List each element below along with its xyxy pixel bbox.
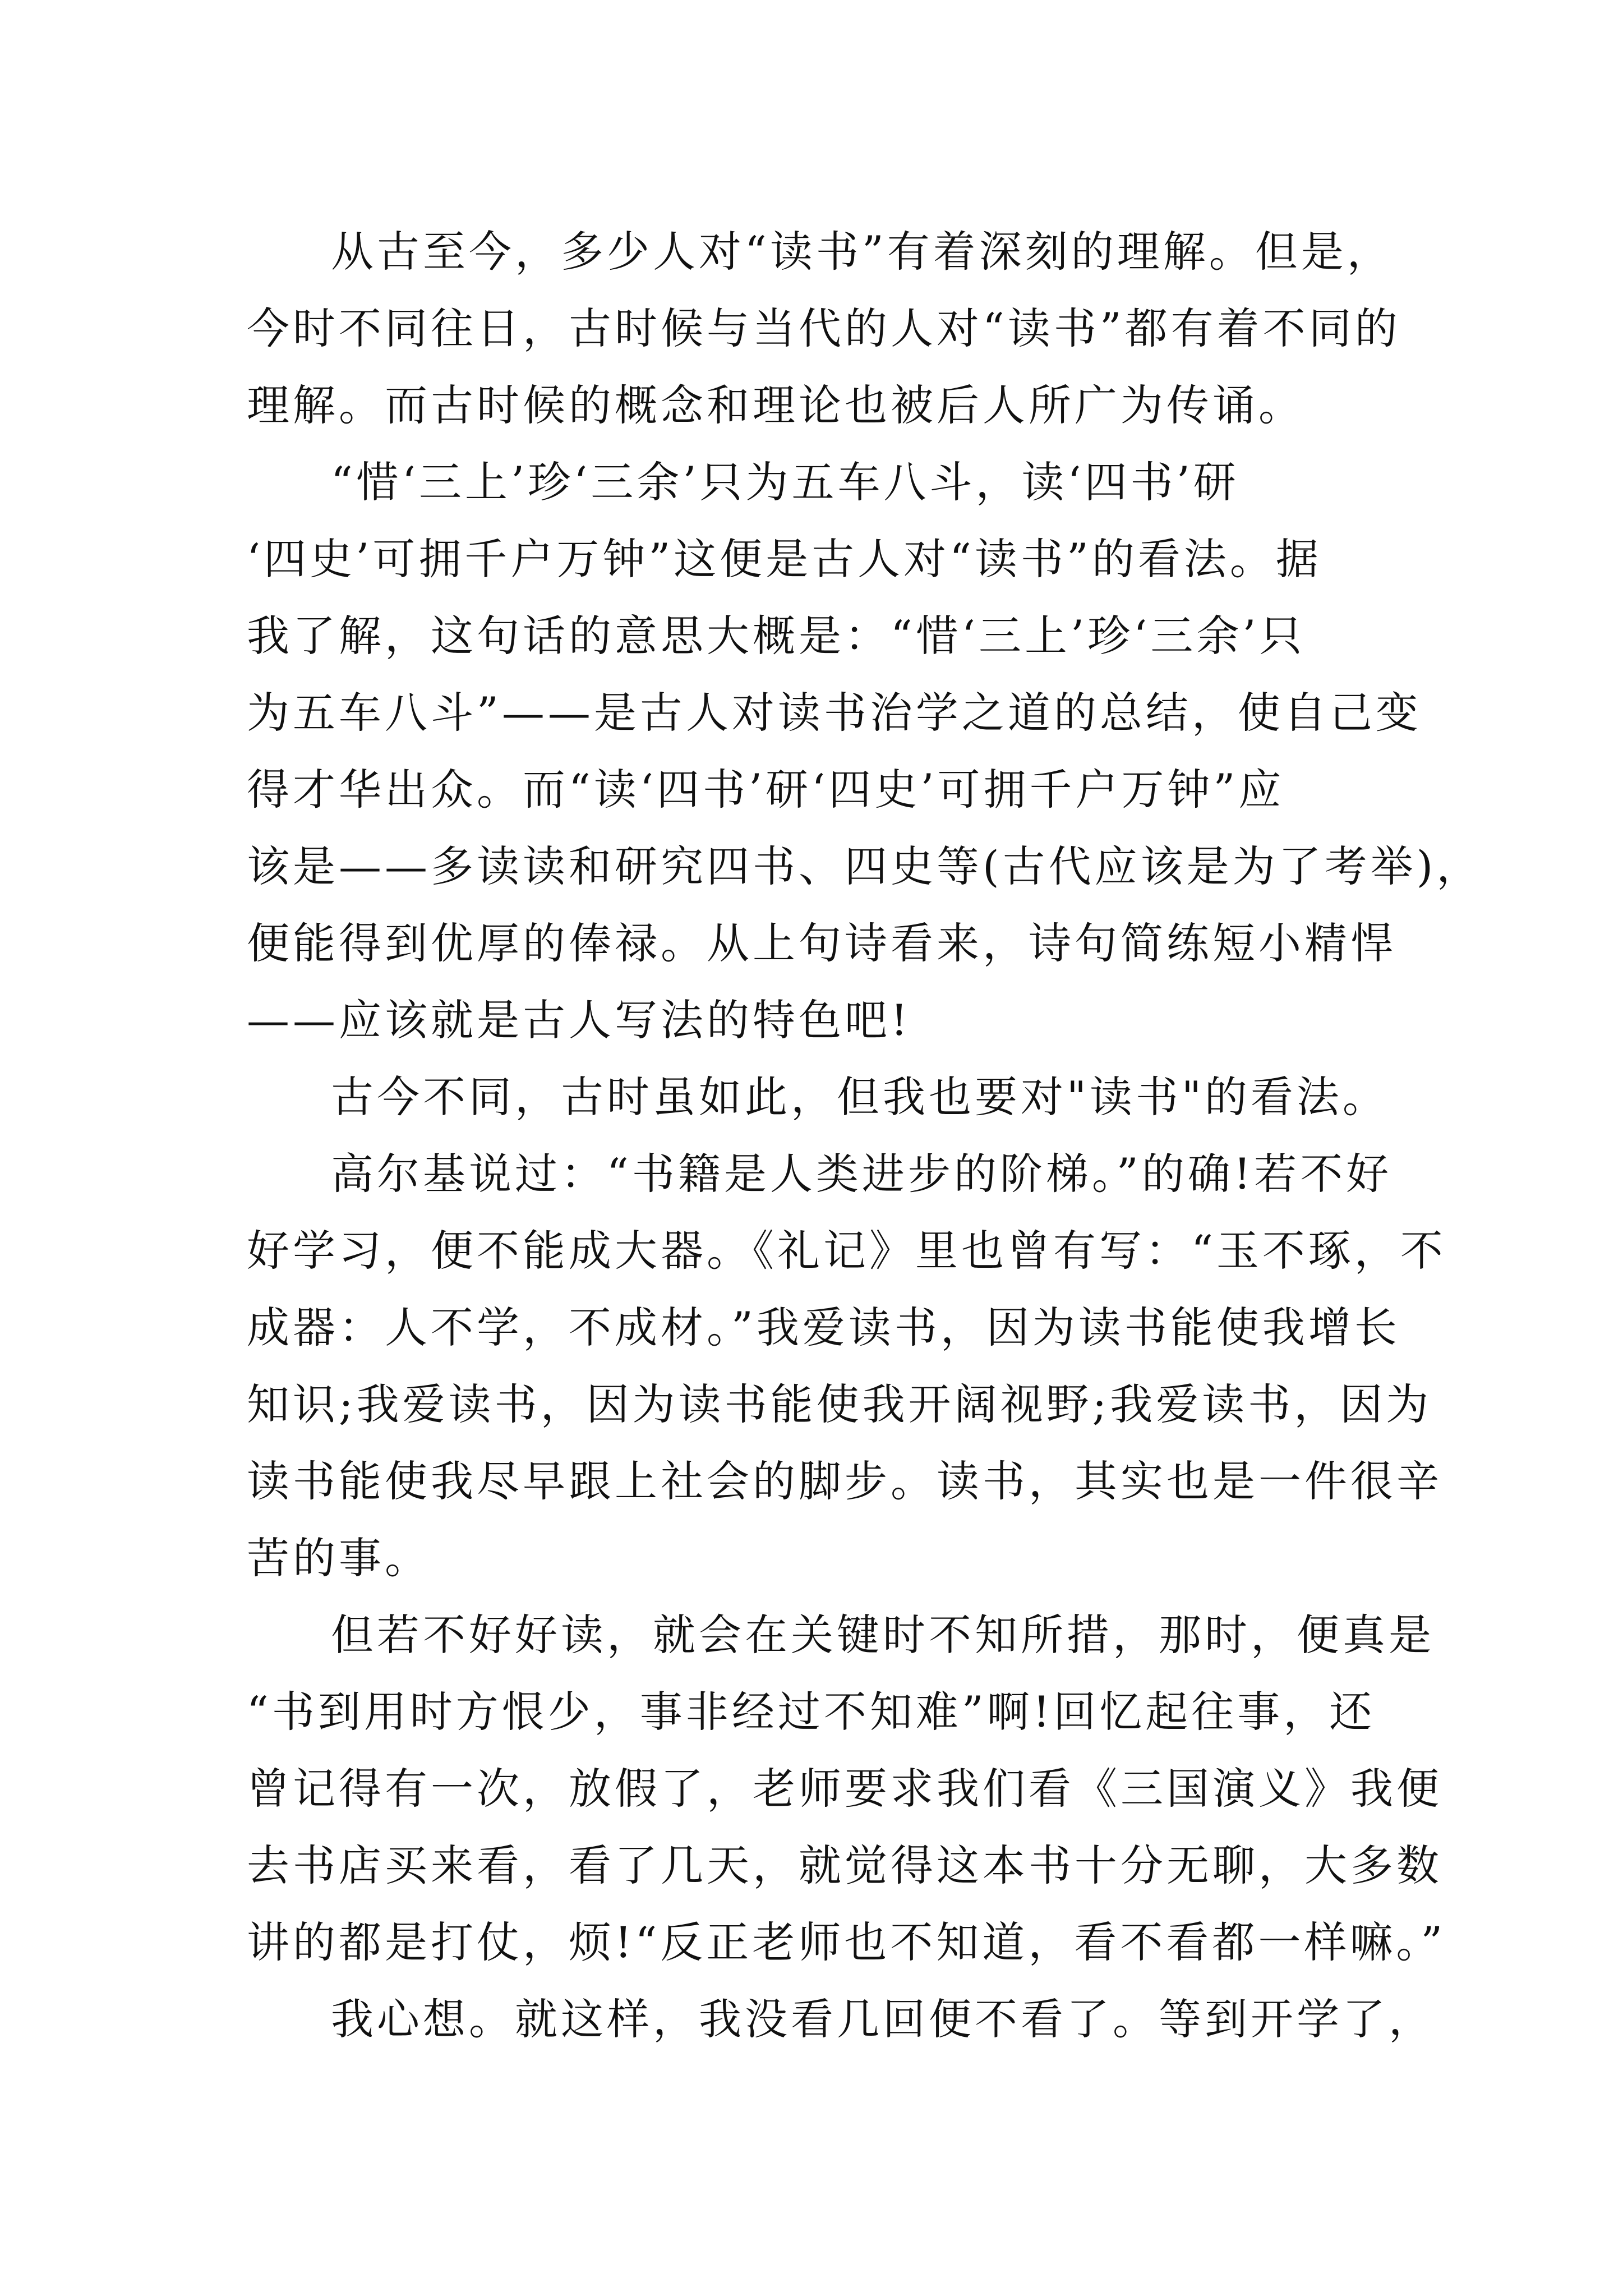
text-line: “惜‘三上’珍‘三余’只为五车八斗，读‘四书’研 <box>331 457 1239 507</box>
text-line: 我心想。就这样，我没看几回便不看了。等到开学了， <box>331 1994 1435 2044</box>
text-line: 但若不好好读，就会在关键时不知所措，那时，便真是 <box>331 1610 1435 1660</box>
text-line: 得才华出众。而“读‘四书’研‘四史’可拥千户万钟”应 <box>247 765 1285 815</box>
text-line: 理解。而古时候的概念和理论也被后人所广为传诵。 <box>247 380 1304 430</box>
body-text <box>247 213 1483 2058</box>
text-line: 苦的事。 <box>247 1533 431 1583</box>
text-line: 今时不同往日，古时候与当代的人对“读书”都有着不同的 <box>247 303 1401 353</box>
text-line: 该是——多读读和研究四书、四史等(古代应该是为了考举)， <box>247 841 1483 891</box>
text-line: 便能得到优厚的俸禄。从上句诗看来，诗句简练短小精悍 <box>247 918 1396 968</box>
text-line: 曾记得有一次，放假了，老师要求我们看《三国演义》我便 <box>247 1764 1442 1814</box>
text-line: ——应该就是古人写法的特色吧! <box>247 995 911 1045</box>
text-line: 成器：人不学，不成材。”我爱读书，因为读书能使我增长 <box>247 1303 1400 1352</box>
text-line: 知识;我爱读书，因为读书能使我开阔视野;我爱读书，因为 <box>247 1379 1432 1429</box>
text-line: 为五车八斗”——是古人对读书治学之道的总结，使自己变 <box>247 688 1422 738</box>
text-line: 好学习，便不能成大器。《礼记》里也曾有写：“玉不琢，不 <box>247 1226 1446 1276</box>
text-line: ‘四史’可拥千户万钟”这便是古人对“读书”的看法。据 <box>247 534 1322 584</box>
text-line: 从古至今，多少人对“读书”有着深刻的理解。但是， <box>331 227 1393 277</box>
text-line: 讲的都是打仗，烦!“反正老师也不知道，看不看都一样嘛。” <box>247 1917 1446 1967</box>
text-line: 去书店买来看，看了几天，就觉得这本书十分无聊，大多数 <box>247 1841 1442 1890</box>
text-line: 高尔基说过：“书籍是人类进步的阶梯。”的确!若不好 <box>331 1149 1393 1199</box>
text-line: 读书能使我尽早跟上社会的脚步。读书，其实也是一件很辛 <box>247 1456 1442 1506</box>
text-line: “书到用时方恨少，事非经过不知难”啊!回忆起往事，还 <box>247 1687 1376 1737</box>
text-line: 我了解，这句话的意思大概是：“惜‘三上’珍‘三余’只 <box>247 611 1306 661</box>
text-line: 古今不同，古时虽如此，但我也要对"读书"的看法。 <box>331 1072 1389 1122</box>
